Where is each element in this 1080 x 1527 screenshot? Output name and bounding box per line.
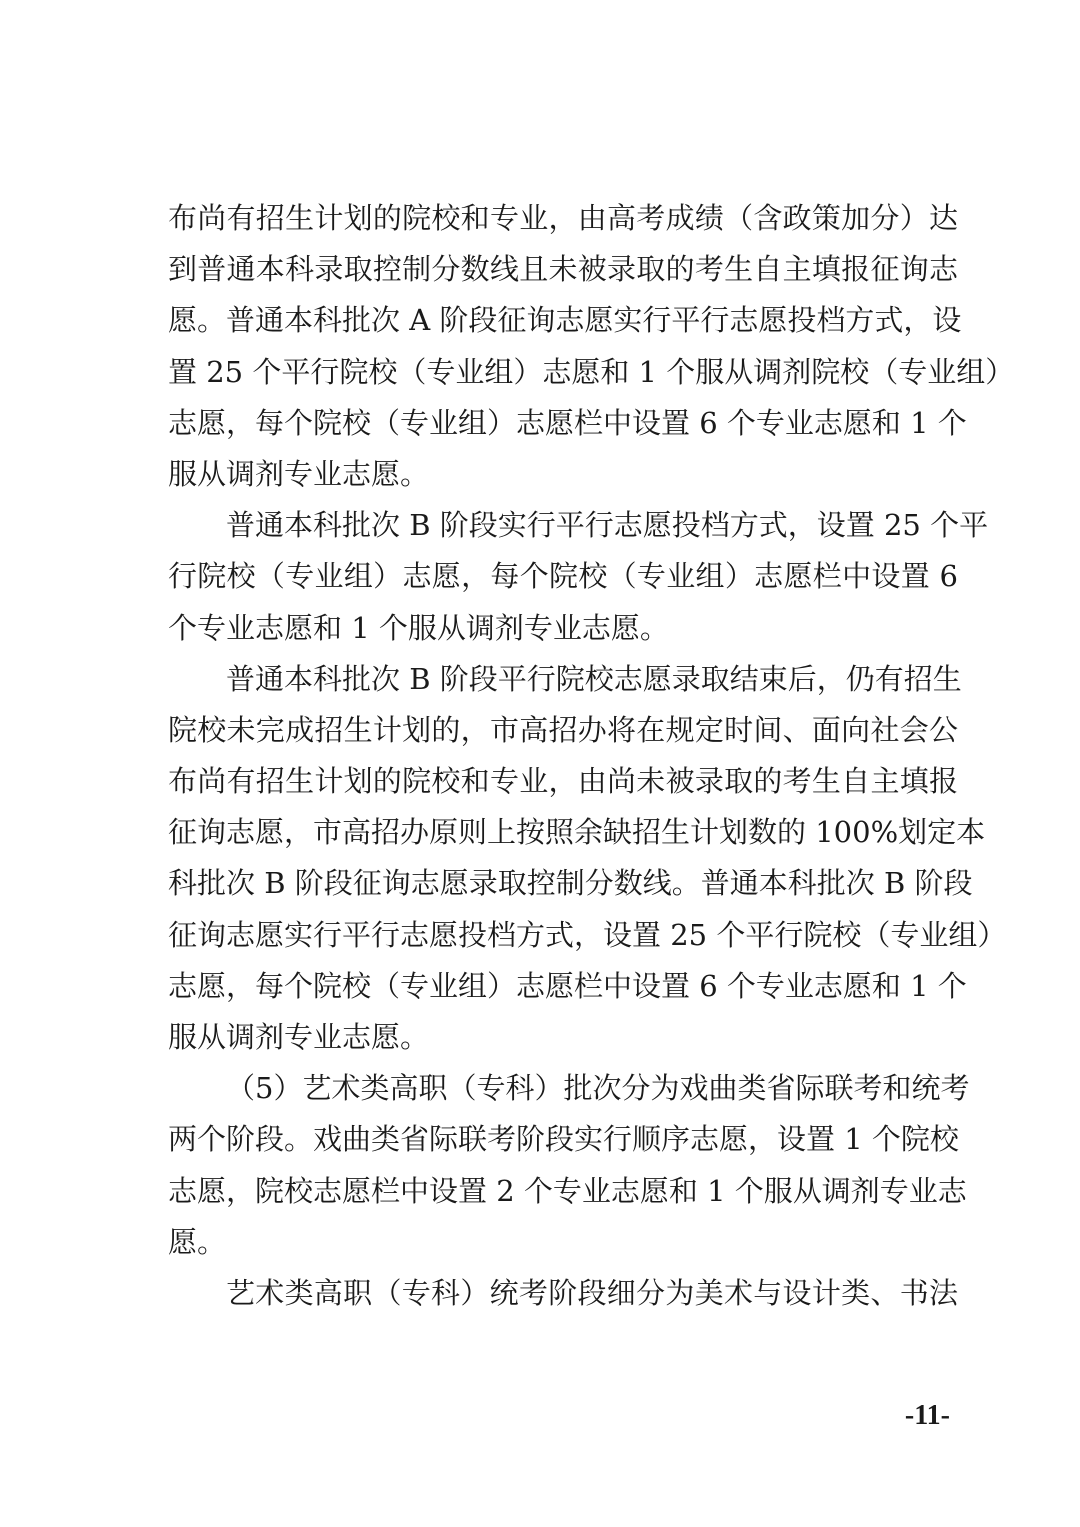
text-line: 科批次 B 阶段征询志愿录取控制分数线。普通本科批次 B 阶段 xyxy=(168,866,973,901)
text-line: 志愿，院校志愿栏中设置 2 个专业志愿和 1 个服从调剂专业志 xyxy=(168,1173,967,1208)
text-line: 愿。 xyxy=(168,1224,227,1259)
text-line: 愿。普通本科批次 A 阶段征询志愿实行平行志愿投档方式，设 xyxy=(168,303,962,338)
text-line: 布尚有招生计划的院校和专业，由高考成绩（含政策加分）达 xyxy=(168,201,958,235)
text-line: 到普通本科录取控制分数线且未被录取的考生自主填报征询志 xyxy=(168,252,958,287)
text-line: 行院校（专业组）志愿，每个院校（专业组）志愿栏中设置 6 xyxy=(168,559,958,594)
text-line: 普通本科批次 B 阶段平行院校志愿录取结束后，仍有招生 xyxy=(226,661,962,696)
text-line: 征询志愿实行平行志愿投档方式，设置 25 个平行院校（专业组） xyxy=(168,917,1007,952)
text-line: 两个阶段。戏曲类省际联考阶段实行顺序志愿，设置 1 个院校 xyxy=(168,1122,959,1157)
paragraph xyxy=(168,500,989,654)
text-line: 院校未完成招生计划的，市高招办将在规定时间、面向社会公 xyxy=(168,712,958,747)
text-line: 艺术类高职（专科）统考阶段细分为美术与设计类、书法 xyxy=(226,1275,958,1310)
text-line: 个专业志愿和 1 个服从调剂专业志愿。 xyxy=(168,610,669,645)
text-line: 志愿，每个院校（专业组）志愿栏中设置 6 个专业志愿和 1 个 xyxy=(168,968,967,1003)
page-number: -11- xyxy=(904,1400,950,1431)
text-line: 征询志愿，市高招办原则上按照余缺招生计划数的 100%划定本 xyxy=(168,815,986,850)
paragraph xyxy=(168,193,1015,500)
body-text xyxy=(168,193,1015,1319)
paragraph xyxy=(168,1268,958,1319)
text-line: 布尚有招生计划的院校和专业，由尚未被录取的考生自主填报 xyxy=(168,764,958,799)
text-line: 志愿，每个院校（专业组）志愿栏中设置 6 个专业志愿和 1 个 xyxy=(168,405,967,440)
text-line: （5）艺术类高职（专科）批次分为戏曲类省际联考和统考 xyxy=(226,1071,970,1106)
text-line: 服从调剂专业志愿。 xyxy=(168,1020,430,1054)
paragraph xyxy=(168,1063,970,1268)
text-line: 置 25 个平行院校（专业组）志愿和 1 个服从调剂院校（专业组） xyxy=(168,354,1015,389)
paragraph xyxy=(168,654,1007,1064)
text-line: 服从调剂专业志愿。 xyxy=(168,456,430,491)
text-line: 普通本科批次 B 阶段实行平行志愿投档方式，设置 25 个平 xyxy=(226,508,989,543)
